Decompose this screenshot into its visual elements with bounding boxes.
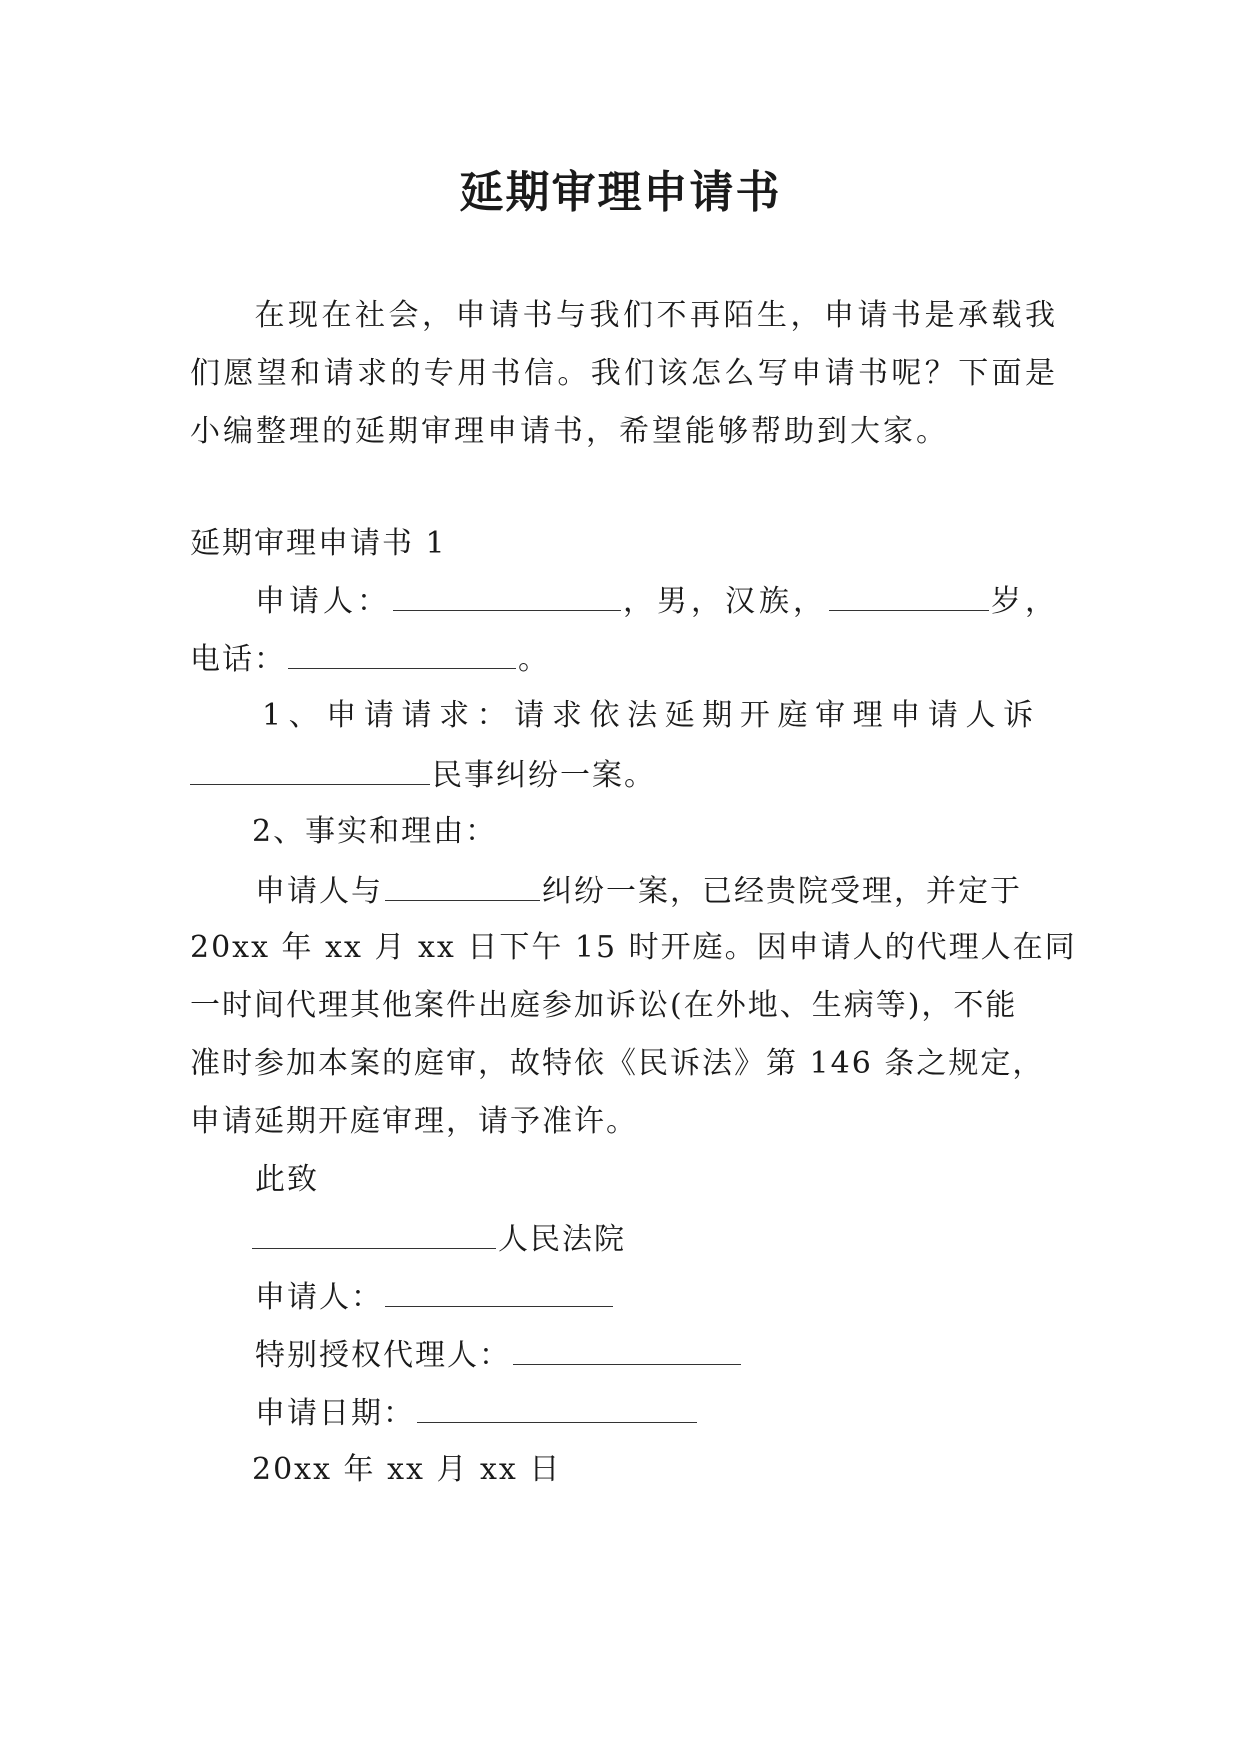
court-line (252, 1218, 626, 1260)
request-line-1: 1、申请请求：请求依法延期开庭审理申请人诉 (262, 698, 1041, 733)
document-title: 延期审理申请书 (459, 167, 782, 218)
facts-line-5: 申请延期开庭审理，请予准许。 (190, 1104, 638, 1139)
application-date-line (255, 1392, 699, 1434)
court-blank (252, 1218, 496, 1249)
applicant-label: 申请人： (255, 584, 391, 619)
intro-text: 在现在社会，申请书与我们不再陌生，申请书是承载我们愿望和请求的专用书信。我们该怎么写申请书呢？下面是小编整理的延期审理申请书，希望能够帮助到大家。 (190, 298, 1058, 449)
section-heading: 延期审理申请书 1 (190, 526, 447, 561)
agent-line (255, 1334, 743, 1376)
facts-blank (385, 870, 540, 901)
application-date-blank (417, 1392, 697, 1423)
phone-line (190, 638, 550, 680)
salutation: 此致 (255, 1162, 319, 1197)
request-blank (190, 754, 430, 785)
applicant-name-blank (393, 580, 621, 611)
court-suffix: 人民法院 (498, 1222, 626, 1257)
phone-end: 。 (518, 642, 550, 677)
facts-line-1-prefix: 申请人与 (255, 874, 383, 909)
request-line-2 (190, 754, 656, 796)
applicant-line (255, 580, 1059, 622)
facts-line-1-suffix: 纠纷一案，已经贵院受理，并定于 (542, 874, 1022, 909)
intro-paragraph (190, 287, 1058, 461)
facts-line-4: 准时参加本案的庭审，故特依《民诉法》第 146 条之规定， (190, 1046, 1045, 1081)
facts-line-3: 一时间代理其他案件出庭参加诉讼(在外地、生病等)，不能 (190, 988, 1018, 1023)
agent-blank (513, 1334, 741, 1365)
phone-label: 电话： (190, 642, 286, 677)
facts-line-1 (255, 870, 1022, 912)
facts-heading: 2、事实和理由： (252, 814, 498, 849)
agent-label: 特别授权代理人： (255, 1338, 511, 1373)
request-suffix: 民事纠纷一案。 (432, 758, 656, 793)
signature-applicant-label: 申请人： (255, 1280, 383, 1315)
document-date: 20xx 年 xx 月 xx 日 (252, 1452, 562, 1487)
signature-applicant-line (255, 1276, 615, 1318)
applicant-age-blank (829, 580, 989, 611)
applicant-age-suffix: 岁， (991, 584, 1059, 619)
signature-applicant-blank (385, 1276, 613, 1307)
phone-blank (288, 638, 516, 669)
application-date-label: 申请日期： (255, 1396, 415, 1431)
facts-line-2: 20xx 年 xx 月 xx 日下午 15 时开庭。因申请人的代理人在同 (190, 930, 1077, 965)
applicant-gender-text: ，男，汉族， (623, 584, 827, 619)
